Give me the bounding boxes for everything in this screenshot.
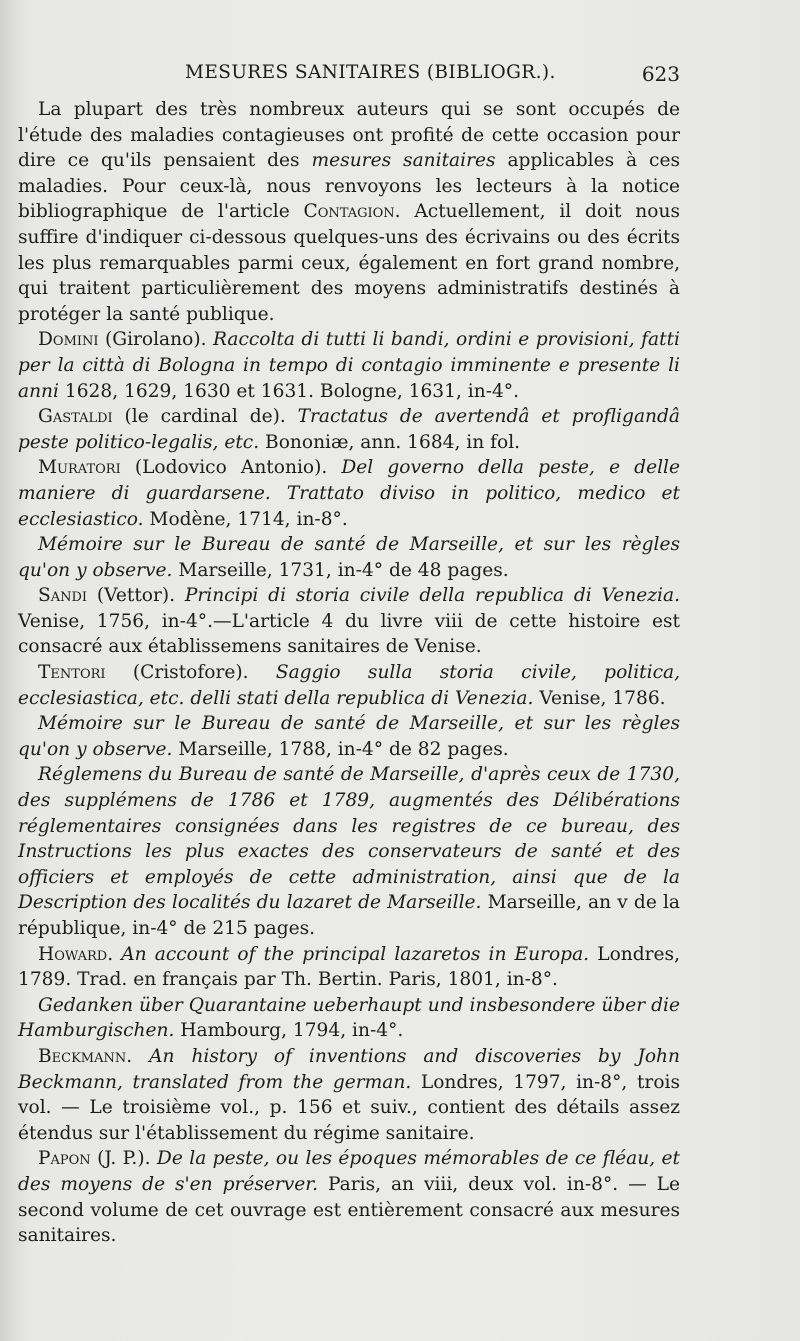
running-title: MESURES SANITAIRES (BIBLIOGR.). [185,62,556,83]
bibliography-entry: Howard. An account of the principal lazaretos in Europa. Londres, 1789. Trad. en français par Th. Bertin. Paris, 1801, in-8°. [18,943,680,991]
entry-author: Howard [38,943,108,965]
bibliography-entry: Tentori (Cristofore). Saggio sulla storia civile, politica, ecclesiastica, etc. delli stati della republica di Venezia. Venise, 1786. [18,662,680,709]
bibliography-entry: Domini (Girolano). Raccolta di tutti li bandi, ordini e provisioni, fatti per la città di Bologna in tempo di contagio imminente e presente li anni 1628, 1629, 1630 et 1631. Bologne, 1631, in-4°. [18,329,681,402]
bibliography-entry: Réglemens du Bureau de santé de Marseille, d'après ceux de 1730, des supplémens de 1786 et 1789, augmentés des Délibérations réglementaires consignées dans les registres de ce bureau, des Instructions les plus exactes des conservateurs de santé et des officiers et employés de cette administration, ainsi que de la Description des localités du lazaret de Marseille. Marseille, an v de la république, in-4° de 215 pages. [18,764,681,939]
bibliography-entry: Mémoire sur le Bureau de santé de Marseille, et sur les règles qu'on y observe. Marseille, 1731, in-4° de 48 pages. [18,534,680,581]
page-number: 623 [641,62,680,86]
bibliography-entry: Sandi (Vettor). Principi di storia civile della republica di Venezia. Venise, 1756, in-4°.—L'article 4 du livre viii de cette histoire est consacré aux établissemens sanitaires de Venise. [18,585,680,658]
entry-title: Réglemens du Bureau de santé de Marseille, d'après ceux de 1730, des supplémens de 1786 et 1789, augmentés des Délibérations réglementaires consignées dans les registres de ce bureau, des Instructions les plus exactes des conservateurs de santé et des officiers et employés de cette administration, ainsi que de la Description des localités du lazaret de Marseille. [18,764,680,914]
bibliography-entry: Mémoire sur le Bureau de santé de Marseille, et sur les règles qu'on y observe. Marseille, 1788, in-4° de 82 pages. [18,713,680,760]
entry-title: Mémoire sur le Bureau de santé de Marseille, et sur les règles qu'on y observe. [18,534,680,581]
body-text [18,97,680,1249]
entry-title: Tractatus de avertendâ et profligandâ peste politico-legalis, etc. [18,406,680,453]
entry-author: Muratori [38,457,121,479]
entry-title: Saggio sulla storia civile, politica, ecclesiastica, etc. delli stati della republica di Venezia. [18,662,680,709]
bibliography-entry: Papon (J. P.). De la peste, ou les époques mémorables de ce fléau, et des moyens de s'en préserver. Paris, an viii, deux vol. in-8°. — Le second volume de cet ouvrage est entièrement consacré aux mesures sanitaires. [18,1148,680,1247]
entry-title: Del governo della peste, e delle maniere di guardarsene. Trattato diviso in politico, medico et ecclesiastico. [18,457,680,530]
entry-author: Sandi [38,585,88,607]
bibliography-entry: Gedanken über Quarantaine ueberhaupt und insbesondere über die Hamburgischen. Hambourg, 1794, in-4°. [18,994,680,1042]
entry-title: De la peste, ou les époques mémorables de ce fléau, et des moyens de s'en préserver. [18,1148,680,1195]
entry-title: Raccolta di tutti li bandi, ordini e provisioni, fatti per la città di Bologna in tempo di contagio imminente e presente li anni [18,329,681,402]
entry-author: Beckmann [38,1045,127,1067]
intro-paragraph: La plupart des très nombreux auteurs qui se sont occupés de l'étude des maladies contagieuses ont profité de cette occasion pour dire ce qu'ils pensaient des mesures sanitaires applicables à ces maladies. Pour ceux-là, nous renvoyons les lecteurs à la notice bibliographique de l'article Contagion. Actuellement, il doit nous suffire d'indiquer ci-dessous quelques-uns des écrivains ou des écrits les plus remarquables parmi ceux, également en fort grand nombre, qui traitent particulièrement des moyens administratifs destinés à protéger la santé publique. [18,99,681,325]
entry-title: Principi di storia civile della republica di Venezia. [184,585,680,607]
bibliography-entry: Beckmann. An history of inventions and discoveries by John Beckmann, translated from the german. Londres, 1797, in-8°, trois vol. — Le troisième vol., p. 156 et suiv., contient des détails assez étendus sur l'établissement du régime sanitaire. [18,1045,680,1144]
entry-author: Tentori [38,662,106,684]
entry-author: Domini [38,329,99,351]
entry-title: Gedanken über Quarantaine ueberhaupt und insbesondere über die Hamburgischen. [18,994,680,1042]
entry-author: Papon [38,1148,91,1170]
page-header [18,62,680,96]
entry-title: An history of inventions and discoveries by John Beckmann, translated from the german. [18,1045,680,1093]
bibliography-entry: Muratori (Lodovico Antonio). Del governo della peste, e delle maniere di guardarsene. Trattato diviso in politico, medico et ecclesiastico. Modène, 1714, in-8°. [18,457,680,530]
entry-title: An account of the principal lazaretos in Europa. [121,943,590,965]
entry-author: Gastaldi [38,406,113,428]
bibliography-entry: Gastaldi (le cardinal de). Tractatus de avertendâ et profligandâ peste politico-legalis, etc. Bononiæ, ann. 1684, in fol. [18,406,680,453]
entry-title: Mémoire sur le Bureau de santé de Marseille, et sur les règles qu'on y observe. [18,713,680,760]
